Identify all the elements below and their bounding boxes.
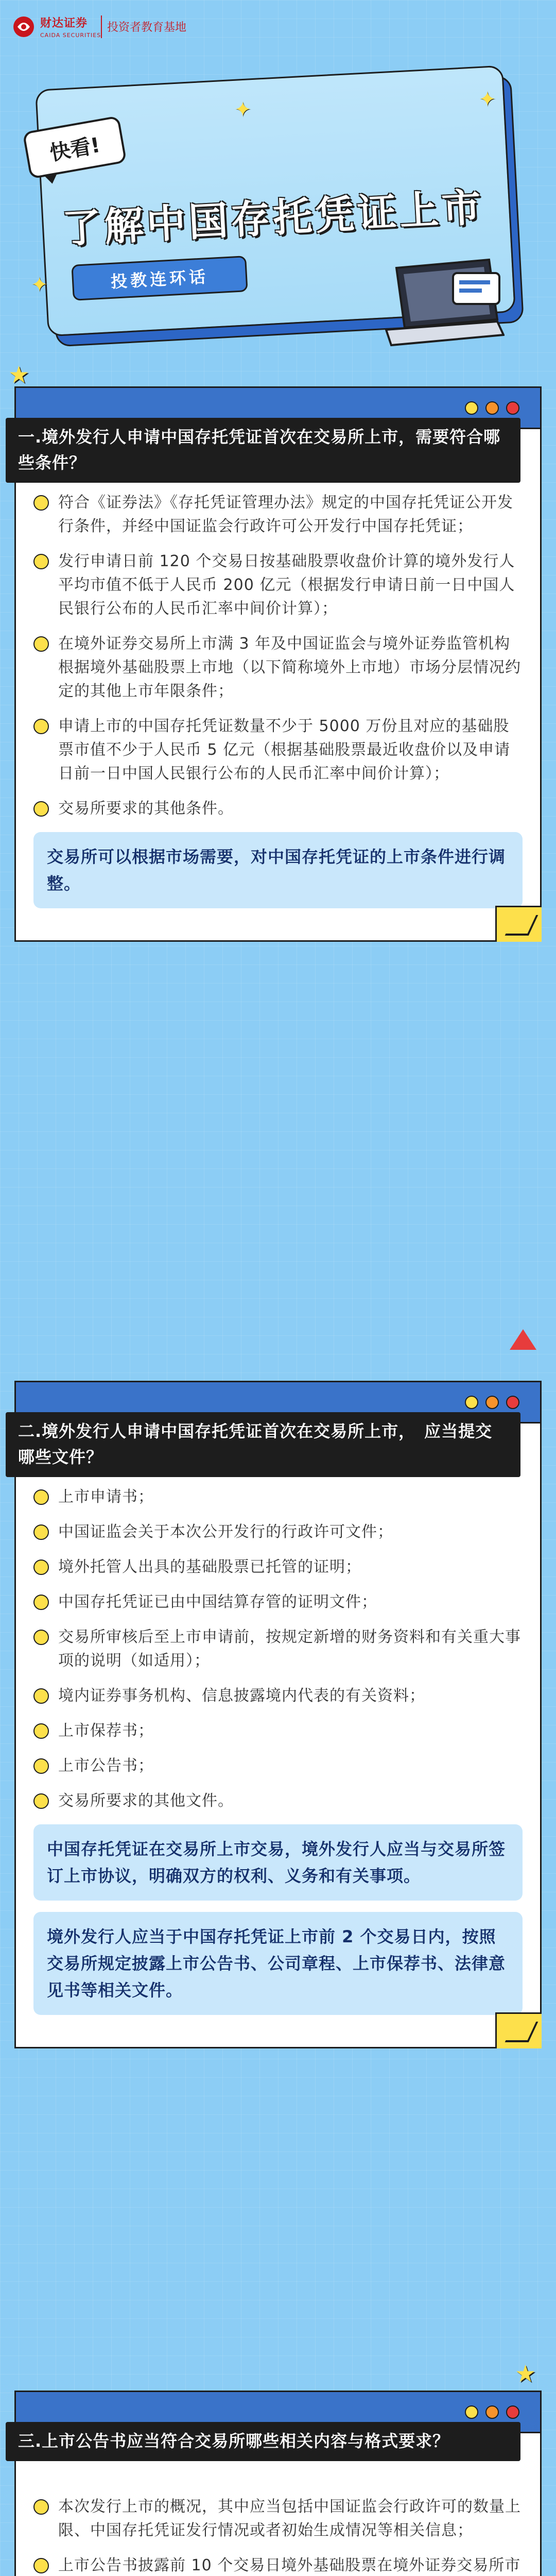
bullet-icon (33, 1489, 49, 1505)
item-text: 上市申请书； (58, 1488, 154, 1506)
sparkle-icon: ✦ (479, 88, 496, 111)
item-text: 交易所要求的其他条件。 (58, 800, 234, 818)
dot-icon (465, 1396, 478, 1409)
bullet-icon (33, 1688, 49, 1704)
list-item (33, 1789, 523, 1813)
item-text: 上市公告书披露前 10 个交易日境外基础股票在境外证券交易所市 (58, 2556, 521, 2574)
bullet-icon (33, 1595, 49, 1610)
item-text: 符合《证券法》《存托凭证管理办法》规定的中国存托凭证公开发行条件，并经中国证监会行政许可公开发行中国存托凭证； (58, 494, 513, 535)
bullet-icon (33, 1560, 49, 1575)
list-item (33, 550, 523, 621)
item-text: 发行申请日前 120 个交易日按基础股票收盘价计算的境外发行人平均市值不低于人民币 200 亿元（根据发行申请日前一日中国人民银行公布的人民币汇率中间价计算）； (58, 552, 515, 618)
brand-slogan: 投资者教育基地 (107, 21, 187, 34)
highlight-note: 境外发行人应当于中国存托凭证上市前 2 个交易日内，按照交易所规定披露上市公告书、公司章程、上市保荐书、法律意见书等相关文件。 (33, 1912, 523, 2015)
dot-icon (485, 401, 499, 415)
section-card-conditions (14, 386, 542, 942)
card-corner (495, 906, 542, 942)
item-text: 本次发行上市的概况，其中应当包括中国证监会行政许可的数量上限、中国存托凭证发行情况或者初始生成情况等相关信息； (58, 2498, 521, 2539)
laptop-icon (376, 258, 505, 355)
hero-subtitle: 投教连环话 (71, 256, 248, 301)
bullet-icon (33, 495, 49, 511)
corner-stripes (505, 915, 538, 936)
list-item (33, 2554, 523, 2576)
card-body (16, 1423, 540, 2047)
star-icon: ★ (8, 361, 30, 388)
sparkle-icon: ✦ (234, 98, 252, 122)
header-bar (0, 0, 556, 57)
card-header (16, 2392, 540, 2451)
bullet-icon (33, 1630, 49, 1645)
corner-stripes (505, 2022, 538, 2042)
list-item (33, 491, 523, 538)
dot-icon (465, 401, 478, 415)
brand-logo-icon (12, 15, 35, 38)
item-text: 上市保荐书； (58, 1722, 154, 1740)
item-text: 交易所审核后至上市申请前，按规定新增的财务资料和有关重大事项的说明（如适用）； (58, 1628, 521, 1670)
item-text: 境内证券事务机构、信息披露境内代表的有关资料； (58, 1687, 425, 1705)
section-heading: 一.境外发行人申请中国存托凭证首次在交易所上市，需要符合哪些条件？ (6, 418, 520, 483)
dot-icon (506, 401, 519, 415)
bullet-icon (33, 554, 49, 569)
window-dots (465, 401, 519, 415)
bullet-icon (33, 636, 49, 652)
section-heading: 三.上市公告书应当符合交易所哪些相关内容与格式要求？ (6, 2422, 520, 2461)
star-icon: ★ (515, 2360, 536, 2387)
highlight-note: 中国存托凭证在交易所上市交易，境外发行人应当与交易所签订上市协议，明确双方的权利、义务和有关事项。 (33, 1824, 523, 1901)
dot-icon (465, 2405, 478, 2419)
hero-banner (0, 57, 556, 366)
bullet-icon (33, 1524, 49, 1540)
dot-icon (485, 1396, 499, 1409)
header-divider (101, 15, 102, 38)
item-text: 申请上市的中国存托凭证数量不少于 5000 万份且对应的基础股票市值不少于人民币 5 亿元（根据基础股票最近收盘价以及申请日前一日中国人民银行公布的人民币汇率中间价计算）； (58, 717, 511, 783)
card-corner (495, 2012, 542, 2048)
dot-icon (506, 2405, 519, 2419)
list-item (33, 1590, 523, 1614)
item-text: 中国证监会关于本次公开发行的行政许可文件； (58, 1523, 393, 1541)
list-item (33, 1625, 523, 1673)
list-item (33, 1754, 523, 1778)
bullet-icon (33, 1758, 49, 1774)
list-item (33, 797, 523, 821)
list-item (33, 1719, 523, 1743)
item-text: 境外托管人出具的基础股票已托管的证明； (58, 1558, 361, 1576)
dot-icon (485, 2405, 499, 2419)
list-item (33, 2495, 523, 2543)
bullet-icon (33, 2558, 49, 2573)
item-text: 中国存托凭证已由中国结算存管的证明文件； (58, 1593, 377, 1611)
bullet-icon (33, 2499, 49, 2515)
section-heading: 二.境外发行人申请中国存托凭证首次在交易所上市， 应当提交哪些文件？ (6, 1412, 520, 1477)
list-item (33, 1520, 523, 1544)
item-text: 交易所要求的其他文件。 (58, 1792, 234, 1810)
sparkle-icon: ✦ (31, 273, 48, 297)
section-card-documents (14, 1381, 542, 2048)
item-text: 在境外证券交易所上市满 3 年及中国证监会与境外证券监管机构根据境外基础股票上市地（以下简称境外上市地）市场分层情况约定的其他上市年限条件； (58, 635, 521, 700)
list-item (33, 1485, 523, 1509)
bullet-icon (33, 801, 49, 817)
card-body (16, 2433, 540, 2576)
item-text: 上市公告书； (58, 1757, 154, 1775)
window-dots (465, 2405, 519, 2419)
card-header (16, 1382, 540, 1467)
list-item (33, 715, 523, 786)
list-item (33, 632, 523, 703)
brand-name-en: CAIDA SECURITIES (40, 32, 101, 39)
list-item (33, 1684, 523, 1708)
bullet-icon (33, 1723, 49, 1739)
card-header (16, 388, 540, 472)
brand-name: 财达证券 (40, 17, 88, 30)
list-item (33, 1555, 523, 1579)
window-dots (465, 1396, 519, 1409)
hero-badge: 快看! (22, 115, 127, 179)
page-title: 了解中国存托凭证上市 (61, 184, 485, 252)
card-body (16, 429, 540, 940)
dot-icon (506, 1396, 519, 1409)
highlight-note: 交易所可以根据市场需要，对中国存托凭证的上市条件进行调整。 (33, 832, 523, 908)
triangle-icon (510, 1329, 536, 1350)
bullet-icon (33, 719, 49, 734)
section-card-announcement (14, 2391, 542, 2576)
bullet-icon (33, 1793, 49, 1809)
